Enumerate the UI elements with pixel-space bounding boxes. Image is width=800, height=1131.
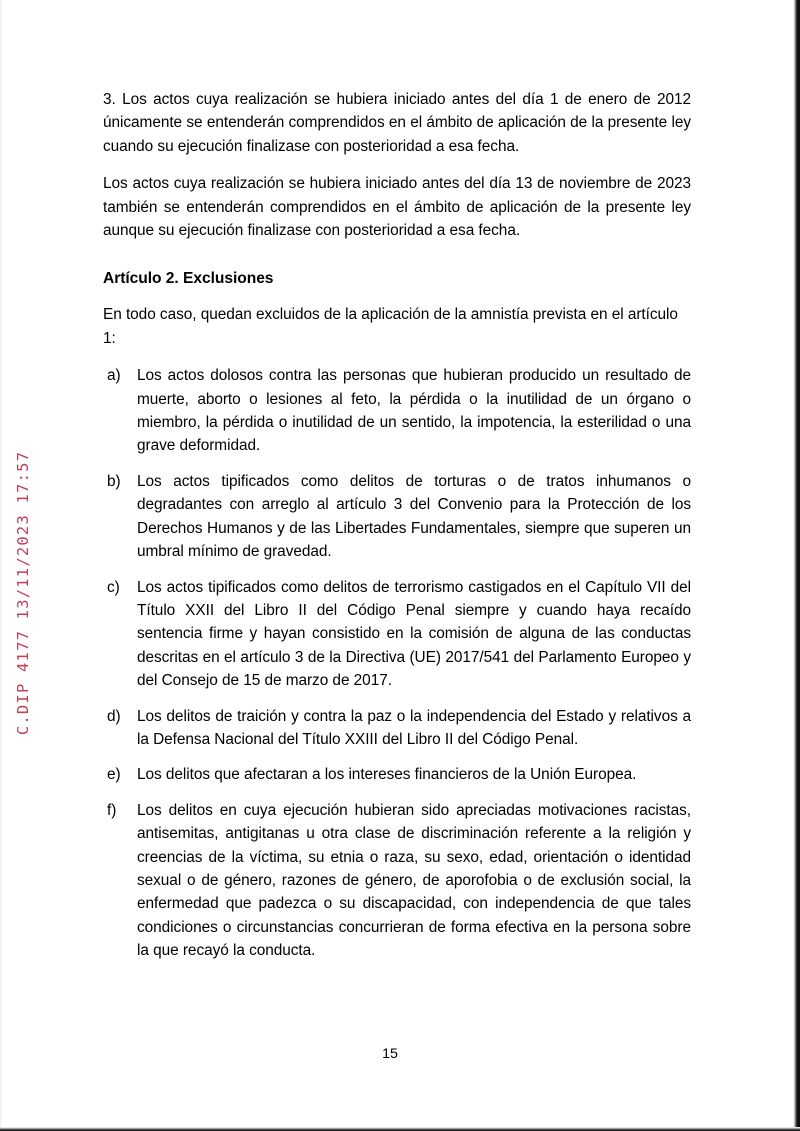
list-item bbox=[103, 799, 691, 963]
list-item-marker: c) bbox=[107, 578, 120, 596]
scan-edge-right bbox=[793, 0, 800, 1131]
list-item-text: Los actos tipificados como delitos de terrorismo castigados en el Capítulo VII del Título XXII del Libro II del Código Penal siempre y cuando haya recaído sentencia firme y hayan consistido en la comisión de alguna de las conductas descritas en el artículo 3 de la Directiva (UE) 2017/541 del Parlamento Europeo y del Consejo de 15 de marzo de 2017. bbox=[137, 578, 691, 690]
list-item-marker: a) bbox=[107, 367, 121, 385]
scan-edge-left bbox=[0, 0, 2, 1131]
page-number: 15 bbox=[382, 1046, 398, 1062]
scan-edge-bottom bbox=[0, 1127, 800, 1131]
list-item-text: Los delitos de traición y contra la paz o la independencia del Estado y relativos a la Defensa Nacional del Título XXIII del Libro II del Código Penal. bbox=[137, 707, 691, 748]
list-item bbox=[103, 364, 691, 458]
list-item-text: Los delitos que afectaran a los intereses financieros de la Unión Europea. bbox=[137, 766, 637, 784]
list-item-marker: d) bbox=[107, 707, 121, 725]
exclusions-intro: En todo caso, quedan excluidos de la aplicación de la amnistía prevista en el artículo 1: bbox=[103, 306, 678, 347]
registry-stamp-text: C.DIP 4177 13/11/2023 17:57 bbox=[14, 450, 33, 735]
list-item-marker: e) bbox=[107, 766, 121, 784]
document-text-column bbox=[103, 88, 691, 963]
section-heading-articulo-2: Artículo 2. Exclusiones bbox=[103, 270, 274, 288]
list-item-text: Los actos tipificados como delitos de torturas o de tratos inhumanos o degradantes con arreglo al artículo 3 del Convenio para la Protección de los Derechos Humanos y de las Libertades Fundamentales, siempre que superen un umbral mínimo de gravedad. bbox=[137, 472, 691, 561]
paragraph-3: 3. Los actos cuya realización se hubiera iniciado antes del día 1 de enero de 2012 únicamente se entenderán comprendidos en el ámbito de aplicación de la presente ley cuando su ejecución finalizase con posterioridad a esa fecha. bbox=[103, 91, 691, 155]
list-item bbox=[103, 705, 691, 752]
list-item-text: Los actos dolosos contra las personas que hubieran producido un resultado de muerte, aborto o lesiones al feto, la pérdida o la inutilidad de un órgano o miembro, la pérdida o inutilidad de un sentido, la impotencia, la esterilidad o una grave deformidad. bbox=[137, 367, 691, 455]
list-item-marker: b) bbox=[107, 472, 121, 490]
list-item-marker: f) bbox=[107, 801, 117, 819]
list-item bbox=[103, 470, 691, 564]
registry-stamp bbox=[0, 420, 46, 765]
list-item bbox=[103, 763, 691, 786]
exclusions-list bbox=[103, 364, 691, 962]
paragraph-3-continued: Los actos cuya realización se hubiera iniciado antes del día 13 de noviembre de 2023 también se entenderán comprendidos en el ámbito de aplicación de la presente ley aunque su ejecución finalizase con posterioridad a esa fecha. bbox=[103, 175, 691, 240]
list-item bbox=[103, 576, 691, 693]
list-item-text: Los delitos en cuya ejecución hubieran sido apreciadas motivaciones racistas, antisemitas, antigitanas u otra clase de discriminación referente a la religión y creencias de la víctima, su etnia o raza, su sexo, edad, orientación o identidad sexual o de género, razones de género, de aporofobia o de exclusión social, la enfermedad que padezca o su discapacidad, con independencia de que tales condiciones o circunstancias concurrieran de forma efectiva en la persona sobre la que recayó la conducta. bbox=[137, 801, 691, 960]
